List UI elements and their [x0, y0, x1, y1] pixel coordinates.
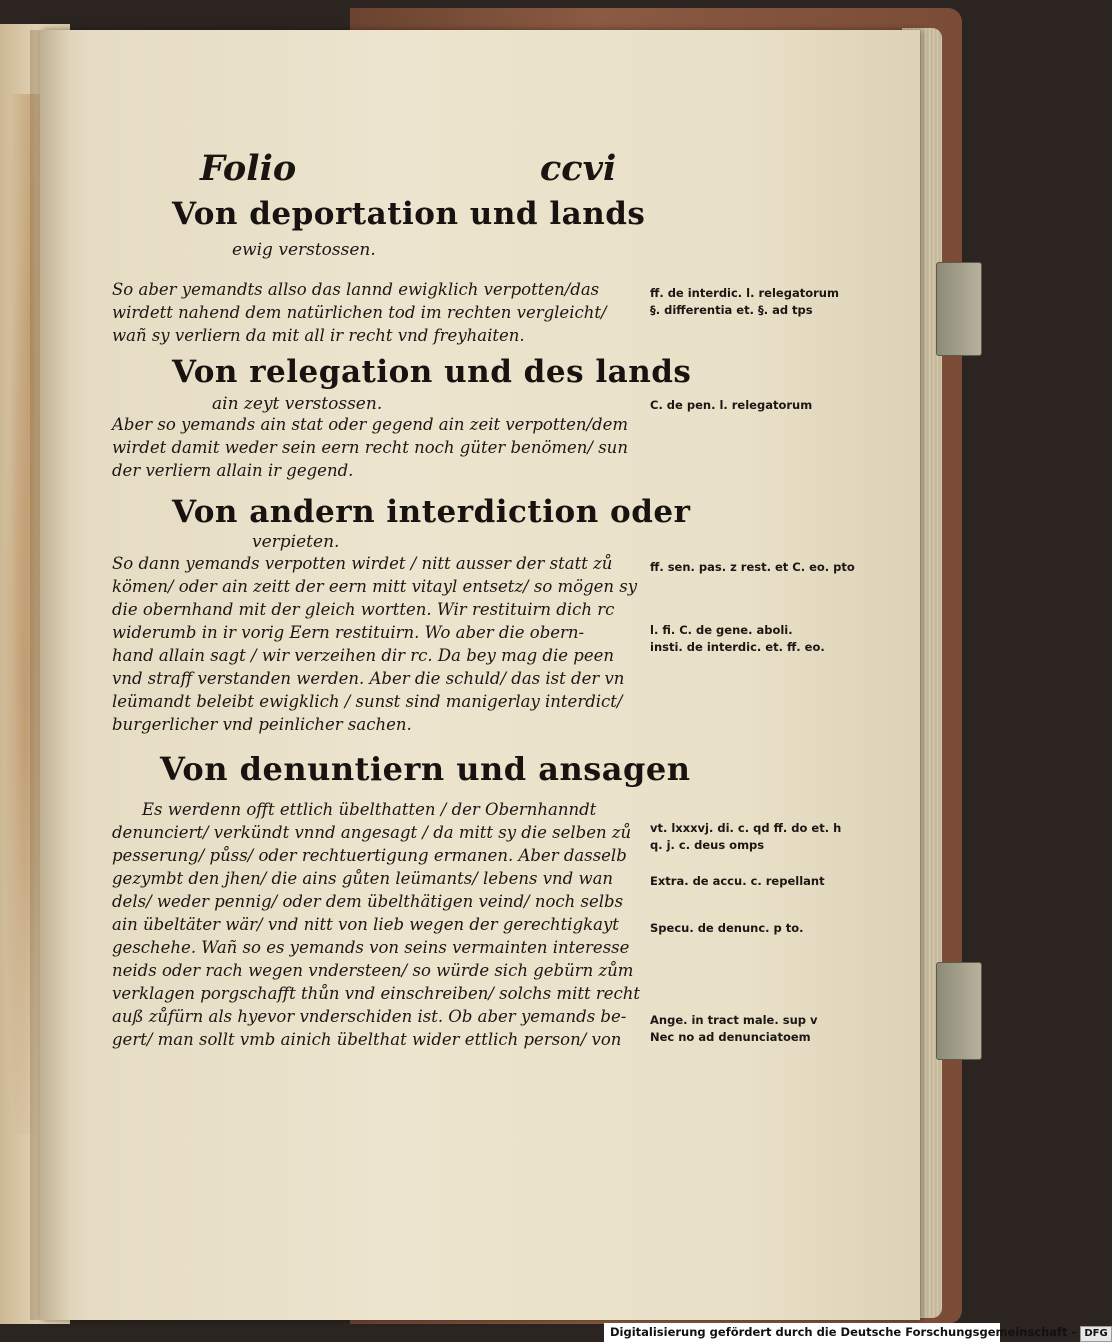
text-line: denunciert/ verkündt vnnd angesagt / da mitt sy die selben zů — [112, 823, 632, 842]
text-line: gert/ man sollt vmb ainich übelthat wider ettlich person/ von — [112, 1030, 622, 1049]
section-subheading: ewig verstossen. — [232, 240, 376, 260]
section-heading: Von deportation und lands — [172, 196, 646, 232]
note-line: §. differentia et. §. ad tps — [650, 303, 813, 317]
text-line: ain übeltäter wär/ vnd nitt von lieb wegen der gerechtigkayt — [112, 915, 619, 934]
section-paragraph — [112, 413, 634, 482]
marginal-note — [650, 820, 842, 854]
text-line: der verliern allain ir gegend. — [112, 461, 354, 480]
text-line: widerumb in ir vorig Eern restituirn. Wo aber die obern- — [112, 623, 585, 642]
marginal-note — [650, 920, 820, 937]
clasp-tab-top — [936, 262, 982, 356]
text-line: So dann yemands verpotten wirdet / nitt ausser der statt zů — [112, 554, 613, 573]
section-heading: Von relegation und des lands — [172, 354, 692, 390]
text-line: vnd straff verstanden werden. Aber die schuld/ das ist der vn — [112, 669, 625, 688]
text-line: neids oder rach wegen vndersteen/ so würde sich gebürn zům — [112, 961, 634, 980]
page-gutter — [30, 30, 70, 1320]
folio-number: ccvi — [540, 148, 617, 189]
clasp-tab-bottom — [936, 962, 982, 1060]
marginal-note — [650, 1012, 820, 1046]
section-heading: Von denuntiern und ansagen — [160, 750, 691, 788]
marginal-note — [650, 397, 820, 414]
text-line: burgerlicher vnd peinlicher sachen. — [112, 715, 412, 734]
note-line: vt. lxxxvj. di. c. qd ff. do et. h — [650, 821, 842, 835]
note-line: Nec no ad denunciatoem — [650, 1030, 811, 1044]
section-subheading: ain zeyt verstossen. — [212, 394, 383, 414]
note-line: insti. de interdic. et. ff. eo. — [650, 640, 825, 654]
marginal-note — [650, 285, 839, 319]
text-line: dels/ weder pennig/ oder dem übelthätigen veind/ noch selbs — [112, 892, 624, 911]
note-line: C. de pen. l. relegatorum — [650, 398, 813, 412]
section-heading: Von andern interdiction oder — [172, 494, 691, 530]
section-subheading: verpieten. — [252, 532, 340, 552]
funding-footer — [604, 1323, 1108, 1342]
text-line: wirdett nahend dem natürlichen tod im rechten vergleicht/ — [112, 303, 607, 322]
marginal-note — [650, 873, 825, 890]
marginal-note — [650, 559, 855, 576]
text-line: Es werdenn offt ettlich übelthatten / der Obernhanndt — [142, 800, 597, 819]
marginal-note — [650, 622, 825, 656]
dfg-logo: DFG — [1080, 1326, 1111, 1342]
section-paragraph — [112, 278, 634, 347]
text-line: auß zůfürn als hyevor vnderschiden ist. Ob aber yemands be- — [112, 1007, 627, 1026]
text-line: hand allain sagt / wir verzeihen dir rc. Da bey mag die peen — [112, 646, 614, 665]
text-line: Aber so yemands ain stat oder gegend ain zeit verpotten/dem — [112, 415, 629, 434]
text-line: wirdet damit weder sein eern recht noch güter benömen/ sun — [112, 438, 628, 457]
section-paragraph — [112, 552, 638, 736]
text-line: So aber yemandts allso das lannd ewigklich verpotten/das — [112, 280, 600, 299]
note-line: ff. de interdic. l. relegatorum — [650, 286, 839, 300]
note-line: Extra. de accu. c. repellant — [650, 874, 825, 888]
text-line: wañ sy verliern da mit all ir recht vnd freyhaiten. — [112, 326, 525, 345]
text-line: gezymbt den jhen/ die ains gůten leümants/ lebens vnd wan — [112, 869, 614, 888]
text-line: leümandt beleibt ewigklich / sunst sind manigerlay interdict/ — [112, 692, 623, 711]
text-line: die obernhand mit der gleich wortten. Wir restituirn dich rc — [112, 600, 615, 619]
note-line: Ange. in tract male. sup v — [650, 1013, 818, 1027]
note-line: ff. sen. pas. z rest. et C. eo. pto — [650, 560, 855, 574]
footer-text: Digitalisierung gefördert durch die Deutsche Forschungsgemeinschaft - — [610, 1325, 1077, 1339]
folio-label: Folio — [200, 148, 297, 189]
note-line: l. fi. C. de gene. aboli. — [650, 623, 793, 637]
note-line: Specu. de denunc. p to. — [650, 921, 804, 935]
note-line: q. j. c. deus omps — [650, 838, 765, 852]
text-line: kömen/ oder ain zeitt der eern mitt vitayl entsetz/ so mögen sy — [112, 577, 638, 596]
text-line: verklagen porgschafft thůn vnd einschreiben/ solchs mitt recht — [112, 984, 641, 1003]
text-line: pesserung/ půss/ oder rechtuertigung ermanen. Aber dasselb — [112, 846, 627, 865]
section-paragraph — [112, 798, 641, 1051]
text-line: geschehe. Wañ so es yemands von seins vermainten interesse — [112, 938, 630, 957]
